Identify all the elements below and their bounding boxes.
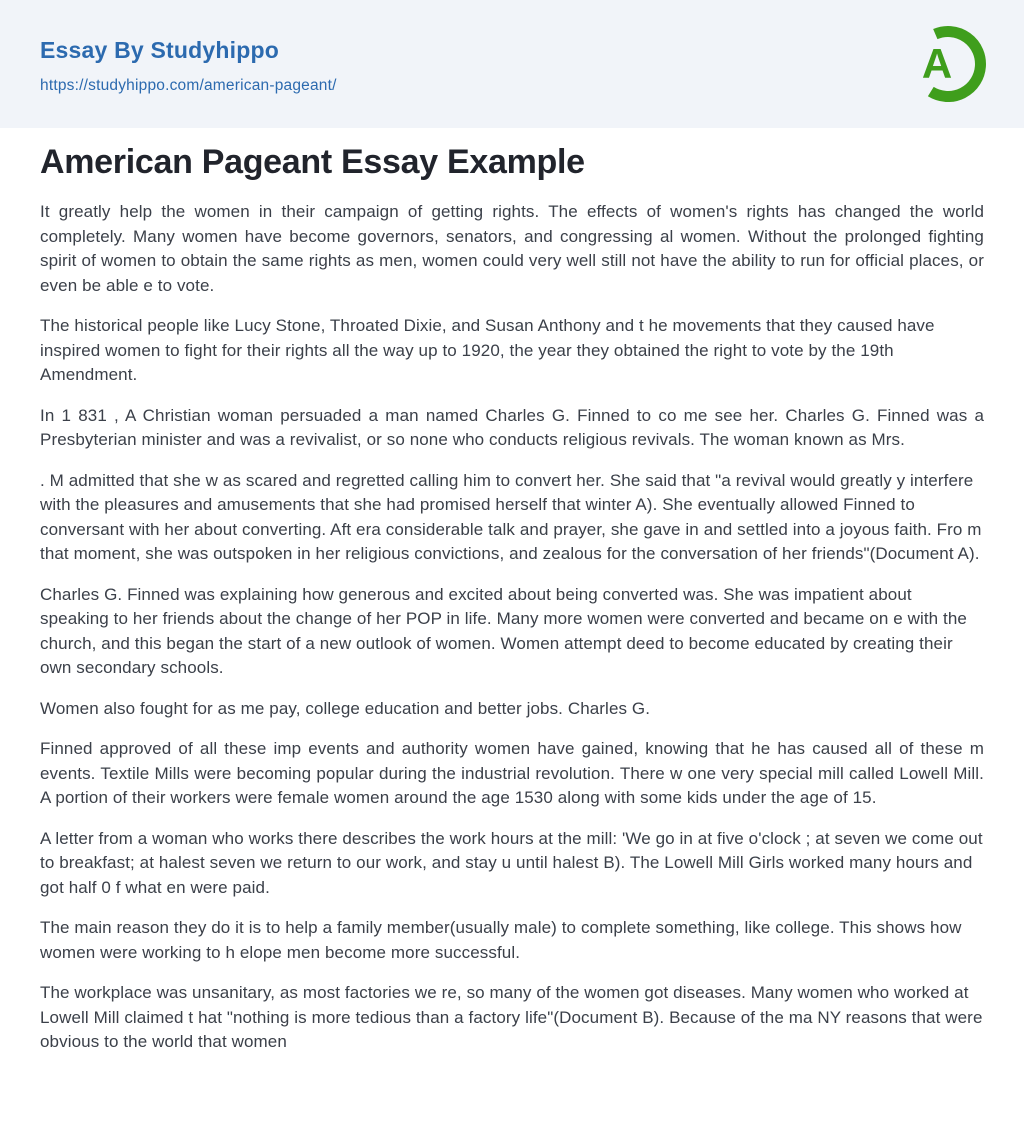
essay-content bbox=[0, 128, 1024, 1055]
essay-paragraph: Finned approved of all these imp events and authority women have gained, knowing that he has caused all of these m events. Textile Mills were becoming popular during the industrial revolution. There w one very special mill called Lowell Mill. A portion of their workers were female women around the age 1530 along with some kids under the age of 15. bbox=[40, 739, 984, 807]
essay-paragraph: The historical people like Lucy Stone, Throated Dixie, and Susan Anthony and t he movements that they caused have inspired women to fight for their rights all the way up to 1920, the year they obtained the right to vote by the 19th Amendment. bbox=[40, 316, 935, 384]
essay-title: American Pageant Essay Example bbox=[40, 143, 585, 181]
essay-paragraph: A letter from a woman who works there describes the work hours at the mill: 'We go in at five o'clock ; at seven we come out to breakfast; at halest seven we return to our work, and stay u until halest B). The Lowell Mill Girls worked many hours and got half 0 f what en were paid. bbox=[40, 828, 983, 897]
site-title: Essay By Studyhippo bbox=[40, 36, 279, 63]
essay-paragraph: It greatly help the women in their campaign of getting rights. The effects of women's rights has changed the world completely. Many women have become governors, senators, and congressing al women. Without the prolonged fighting spirit of women to obtain the same rights as men, women could very well still not have the ability to run for official places, or even be able e to vote. bbox=[40, 202, 984, 295]
page-url-link[interactable]: https://studyhippo.com/american-pageant/ bbox=[40, 77, 337, 95]
logo-letter: A bbox=[921, 40, 953, 87]
essay-paragraph: The main reason they do it is to help a family member(usually male) to complete something, like college. This shows how women were working to h elope men become more successful. bbox=[40, 918, 962, 962]
essay-paragraph: Charles G. Finned was explaining how generous and excited about being converted was. She was impatient about speaking to her friends about the change of her POP in life. Many more women were converted and became on e with the church, and this began the start of a new outlook of women. Women attempt deed to become educated by creating their own secondary schools. bbox=[40, 584, 967, 677]
header-text-block bbox=[40, 33, 337, 96]
essay-paragraph: . M admitted that she w as scared and regretted calling him to convert her. She said that "a revival would greatly y interfere with the pleasures and amusements that she had promised herself that winter A). She eventually allowed Finned to conversant with her about converting. Aft era considerable talk and prayer, she gave in and settled into a joyous faith. Fro m that moment, she was outspoken in her religious convictions, and zealous for the conversation of her friends"(Document A). bbox=[40, 470, 982, 563]
page-header bbox=[0, 0, 1024, 128]
studyhippo-logo-icon bbox=[910, 26, 986, 102]
essay-paragraph: In 1 831 , A Christian woman persuaded a man named Charles G. Finned to co me see her. Charles G. Finned was a Presbyterian minister and was a revivalist, or so none who conducts religious revivals. The woman known as Mrs. bbox=[40, 405, 984, 449]
essay-paragraph: The workplace was unsanitary, as most factories we re, so many of the women got diseases. Many women who worked at Lowell Mill claimed t hat "nothing is more tedious than a factory life"(Document B). Because of the ma NY reasons that were obvious to the world that women bbox=[40, 983, 983, 1051]
essay-paragraph: Women also fought for as me pay, college education and better jobs. Charles G. bbox=[40, 698, 651, 718]
